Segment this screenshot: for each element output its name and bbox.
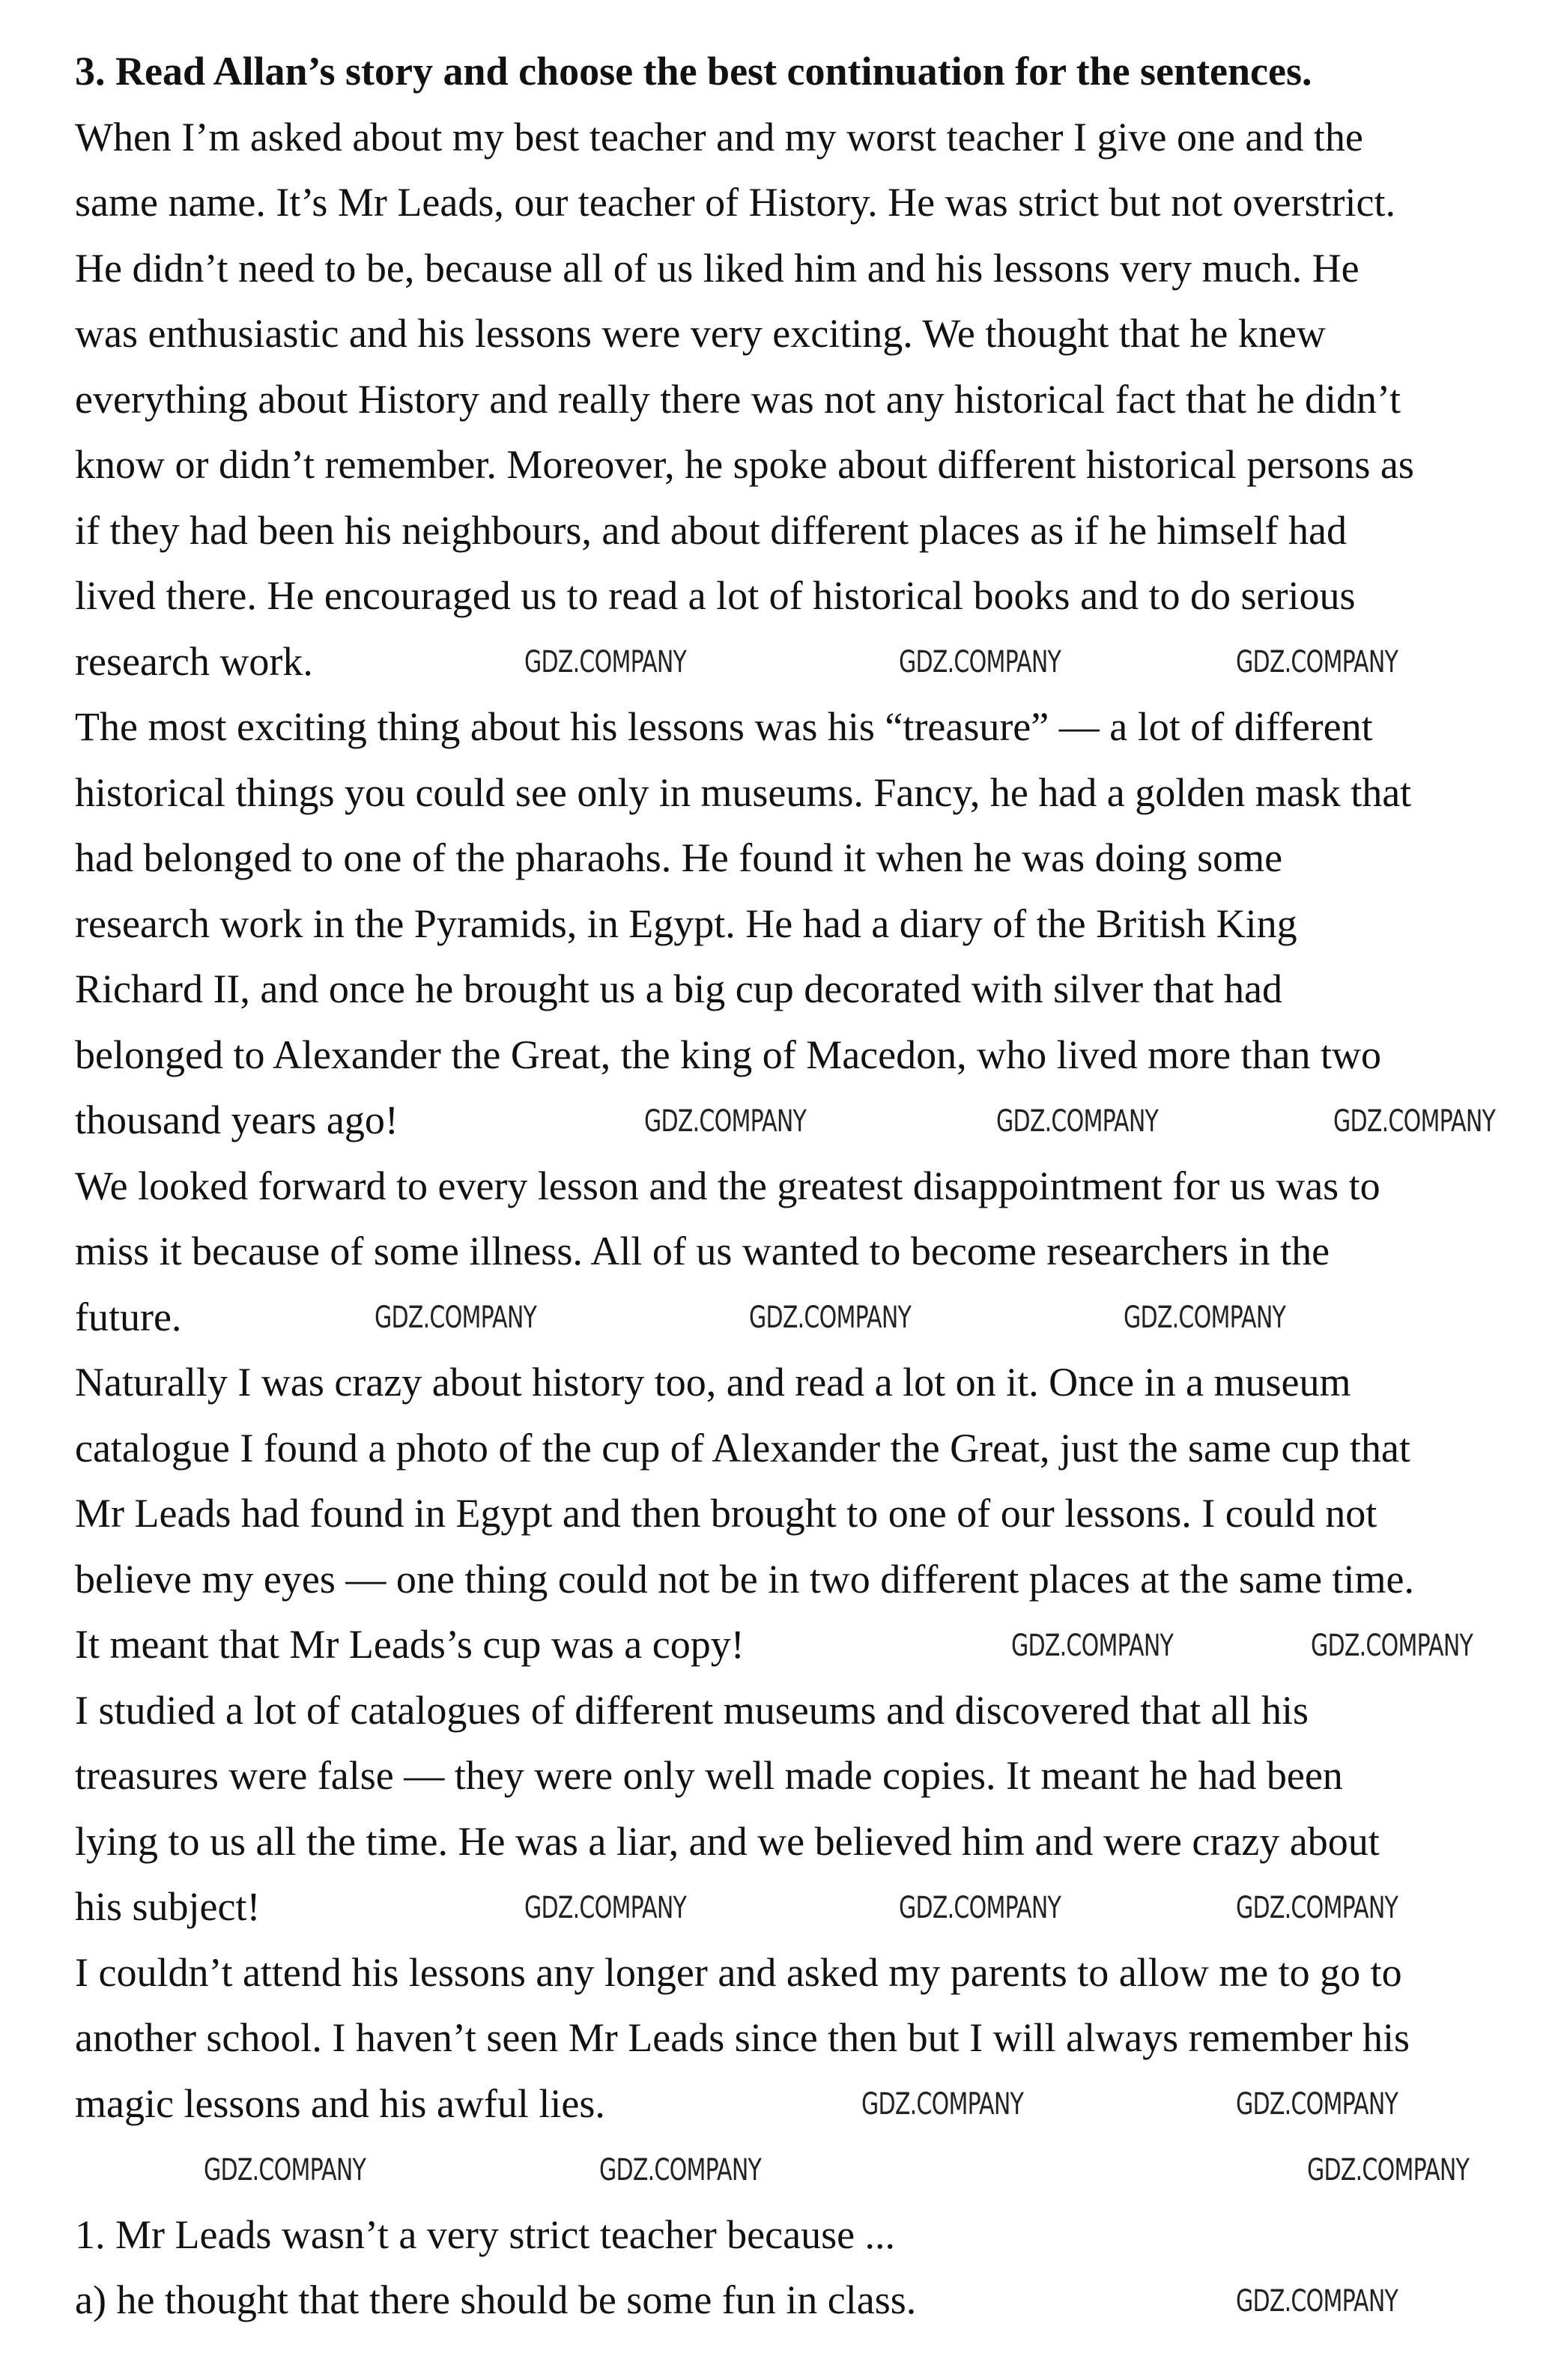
story-line: research work in the Pyramids, in Egypt. He had a diary of the British King bbox=[75, 900, 1297, 946]
story-line: treasures were false — they were only well made copies. It meant he had been bbox=[75, 1753, 1343, 1798]
watermark: GDZ.COMPANY bbox=[375, 1300, 537, 1335]
story-line: believe my eyes — one thing could not be in two different places at the same time. bbox=[75, 1556, 1414, 1602]
watermark: GDZ.COMPANY bbox=[861, 2087, 1024, 2122]
watermark: GDZ.COMPANY bbox=[1236, 645, 1398, 679]
story-line: The most exciting thing about his lessons was his “treasure” — a lot of different bbox=[75, 704, 1373, 749]
story-line: lying to us all the time. He was a liar, and we believed him and were crazy about bbox=[75, 1818, 1380, 1864]
story-line: same name. It’s Mr Leads, our teacher of History. He was strict but not overstrict. bbox=[75, 180, 1395, 225]
story-line: When I’m asked about my best teacher and my worst teacher I give one and the bbox=[75, 114, 1363, 160]
story-line: catalogue I found a photo of the cup of Alexander the Great, just the same cup that bbox=[75, 1425, 1410, 1471]
story-line: I studied a lot of catalogues of different museums and discovered that all his bbox=[75, 1687, 1309, 1733]
watermark: GDZ.COMPANY bbox=[1236, 2087, 1398, 2122]
story-line: if they had been his neighbours, and about different places as if he himself had bbox=[75, 507, 1347, 553]
watermark: GDZ.COMPANY bbox=[1307, 2153, 1470, 2187]
watermark: GDZ.COMPANY bbox=[1236, 1891, 1398, 1925]
story-line: Naturally I was crazy about history too, and read a lot on it. Once in a museum bbox=[75, 1360, 1351, 1405]
story-line: another school. I haven’t seen Mr Leads since then but I will always remember his bbox=[75, 2015, 1410, 2060]
question-1: 1. Mr Leads wasn’t a very strict teacher because ... bbox=[75, 2211, 896, 2257]
watermark: GDZ.COMPANY bbox=[204, 2153, 366, 2187]
story-line: his subject! bbox=[75, 1884, 261, 1929]
story-line: research work. bbox=[75, 638, 313, 684]
story-line: miss it because of some illness. All of us wanted to become researchers in the bbox=[75, 1229, 1330, 1274]
watermark: GDZ.COMPANY bbox=[996, 1104, 1159, 1139]
watermark: GDZ.COMPANY bbox=[524, 1891, 687, 1925]
story-line: He didn’t need to be, because all of us liked him and his lessons very much. He bbox=[75, 245, 1360, 291]
story-line: magic lessons and his awful lies. bbox=[75, 2080, 605, 2126]
watermark: GDZ.COMPANY bbox=[1311, 1629, 1473, 1663]
story-line: lived there. He encouraged us to read a lot of historical books and to do serious bbox=[75, 573, 1356, 618]
watermark: GDZ.COMPANY bbox=[524, 645, 687, 679]
exercise-title: 3. Read Allan’s story and choose the best continuation for the sentences. bbox=[75, 49, 1312, 94]
watermark: GDZ.COMPANY bbox=[1124, 1300, 1286, 1335]
story-line: Mr Leads had found in Egypt and then brought to one of our lessons. I could not bbox=[75, 1491, 1377, 1536]
story-text bbox=[75, 105, 1543, 2137]
watermark: GDZ.COMPANY bbox=[599, 2153, 762, 2187]
story-line: had belonged to one of the pharaohs. He found it when he was doing some bbox=[75, 835, 1283, 880]
watermark: GDZ.COMPANY bbox=[1333, 1104, 1496, 1139]
story-line: Richard II, and once he brought us a big cup decorated with silver that had bbox=[75, 966, 1282, 1011]
watermark: GDZ.COMPANY bbox=[899, 645, 1061, 679]
story-line: everything about History and really there was not any historical fact that he didn’t bbox=[75, 376, 1401, 422]
watermark: GDZ.COMPANY bbox=[749, 1300, 912, 1335]
story-line: belonged to Alexander the Great, the king of Macedon, who lived more than two bbox=[75, 1032, 1382, 1077]
question-1-option-a: a) he thought that there should be some fun in class. bbox=[75, 2277, 917, 2322]
watermark: GDZ.COMPANY bbox=[1236, 2284, 1398, 2319]
story-line: historical things you could see only in museums. Fancy, he had a golden mask that bbox=[75, 769, 1412, 815]
story-line: I couldn’t attend his lessons any longer and asked my parents to allow me to go to bbox=[75, 1949, 1402, 1995]
story-line: We looked forward to every lesson and the greatest disappointment for us was to bbox=[75, 1163, 1380, 1208]
watermark: GDZ.COMPANY bbox=[899, 1891, 1061, 1925]
story-line: was enthusiastic and his lessons were very exciting. We thought that he knew bbox=[75, 311, 1326, 356]
story-line: It meant that Mr Leads’s cup was a copy! bbox=[75, 1622, 745, 1667]
document bbox=[75, 39, 1543, 2334]
story-line: future. bbox=[75, 1294, 182, 1339]
story-line: thousand years ago! bbox=[75, 1097, 398, 1142]
watermark: GDZ.COMPANY bbox=[1011, 1629, 1174, 1663]
story-line: know or didn’t remember. Moreover, he spoke about different historical persons as bbox=[75, 442, 1414, 487]
watermark: GDZ.COMPANY bbox=[644, 1104, 807, 1139]
